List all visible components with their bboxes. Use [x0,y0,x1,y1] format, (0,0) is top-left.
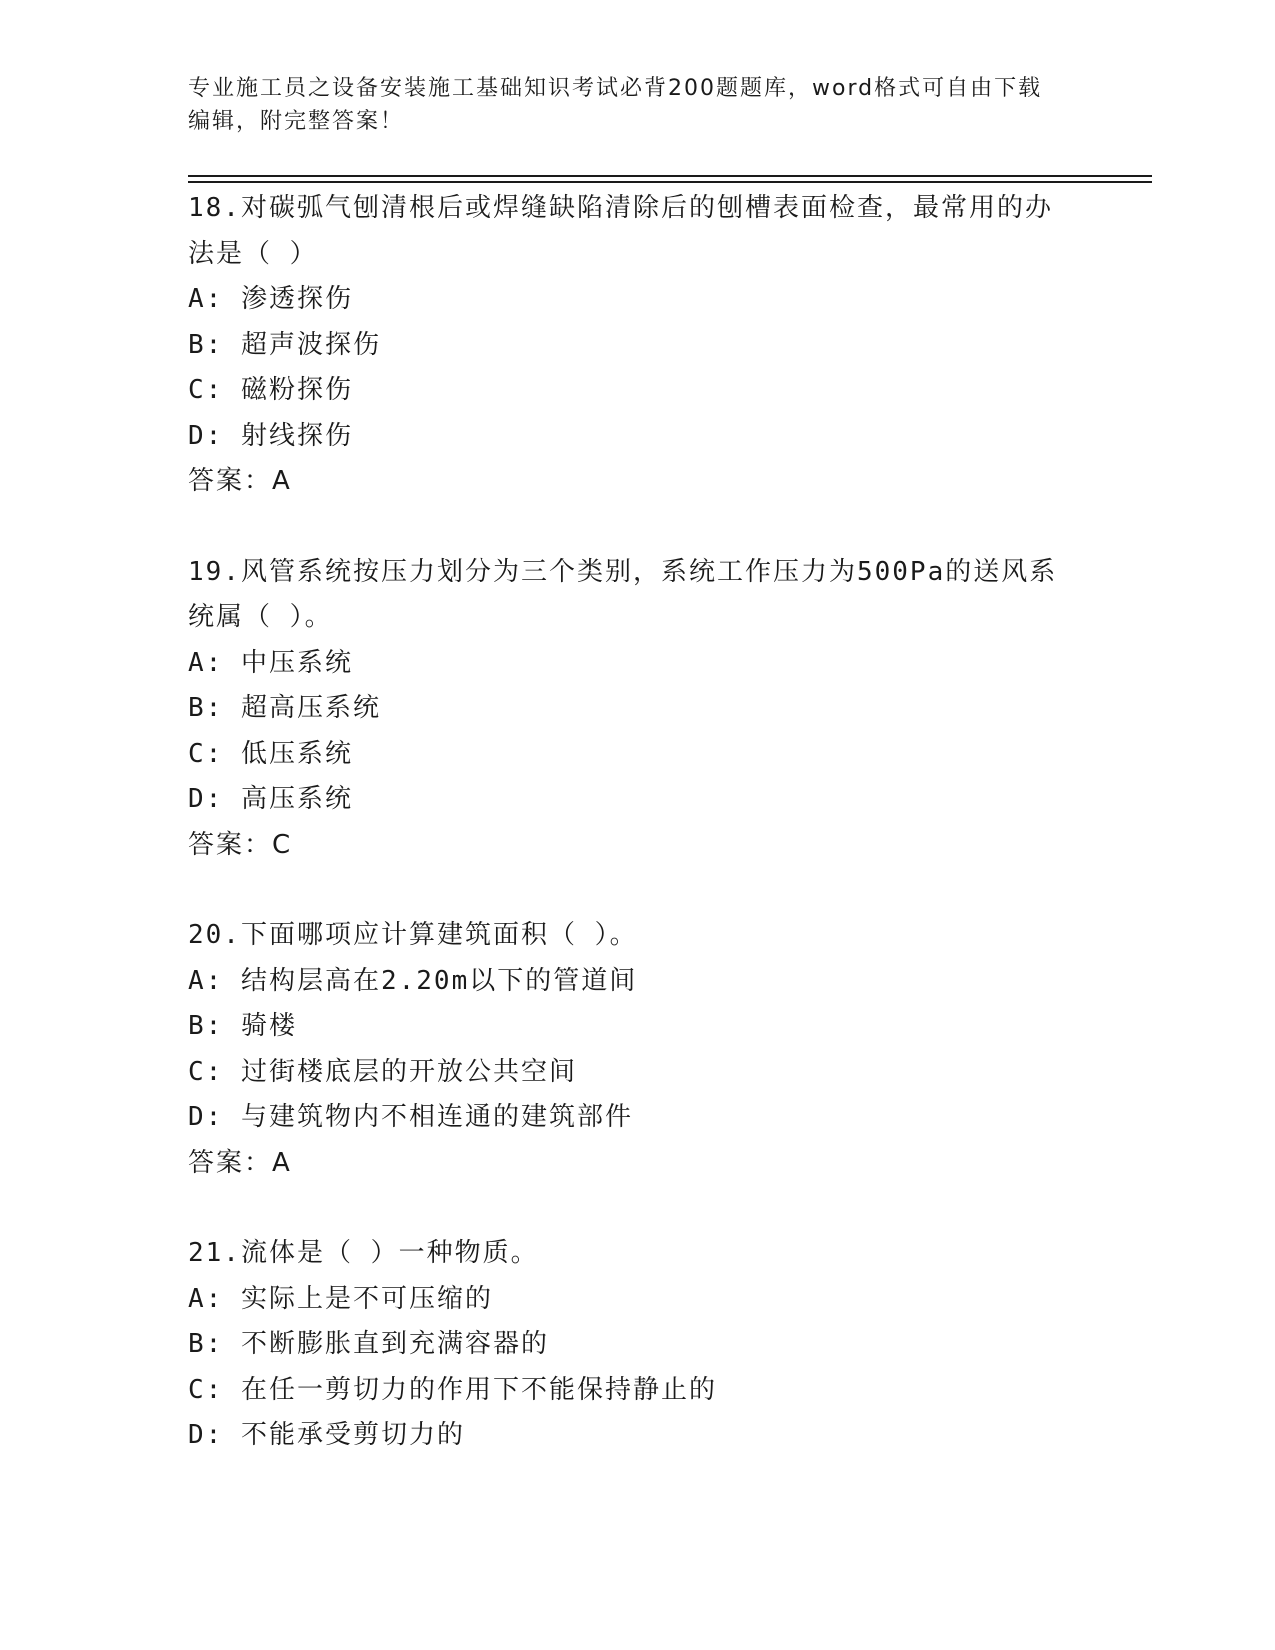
question-20 [188,913,1088,1186]
header-line-1: 专业施工员之设备安装施工基础知识考试必背200题题库，word格式可自由下载 [188,76,1043,101]
question-stem-continued: 统属（ ）。 [188,602,333,632]
option-c: C: 低压系统 [188,738,353,769]
option-d: D: 射线探伤 [188,420,353,451]
question-stem: 20.下面哪项应计算建筑面积（ ）。 [188,920,638,950]
option-b: B: 超高压系统 [188,693,381,723]
answer: 答案：A [188,466,292,496]
header-divider-bottom [188,181,1152,183]
answer: 答案：C [188,829,293,860]
header-line-2: 编辑，附完整答案！ [188,109,405,134]
option-d: D: 不能承受剪切力的 [188,1420,465,1450]
option-c: C: 过街楼底层的开放公共空间 [188,1056,577,1087]
header-divider-top [188,175,1152,177]
option-c: C: 磁粉探伤 [188,375,353,405]
document-header [188,72,1068,138]
question-stem-continued: 法是（ ） [188,238,318,269]
option-c: C: 在任一剪切力的作用下不能保持静止的 [188,1374,717,1405]
question-list [188,186,1088,1459]
option-a: A: 渗透探伤 [188,284,353,314]
option-b: B: 超声波探伤 [188,329,381,360]
question-stem: 19.风管系统按压力划分为三个类别，系统工作压力为500Pa的送风系 [188,556,1058,587]
question-stem: 18.对碳弧气刨清根后或焊缝缺陷清除后的刨槽表面检查，最常用的办 [188,193,1053,223]
option-d: D: 与建筑物内不相连通的建筑部件 [188,1102,633,1132]
option-a: A: 结构层高在2.20m以下的管道间 [188,965,638,996]
answer: 答案：A [188,1147,292,1178]
option-b: B: 骑楼 [188,1011,297,1041]
option-b: B: 不断膨胀直到充满容器的 [188,1329,549,1359]
option-a: A: 中压系统 [188,647,353,678]
question-21 [188,1231,1088,1459]
question-19 [188,550,1088,869]
option-a: A: 实际上是不可压缩的 [188,1283,493,1314]
option-d: D: 高压系统 [188,784,353,814]
question-stem: 21.流体是（ ）一种物质。 [188,1238,539,1268]
question-18 [188,186,1088,505]
